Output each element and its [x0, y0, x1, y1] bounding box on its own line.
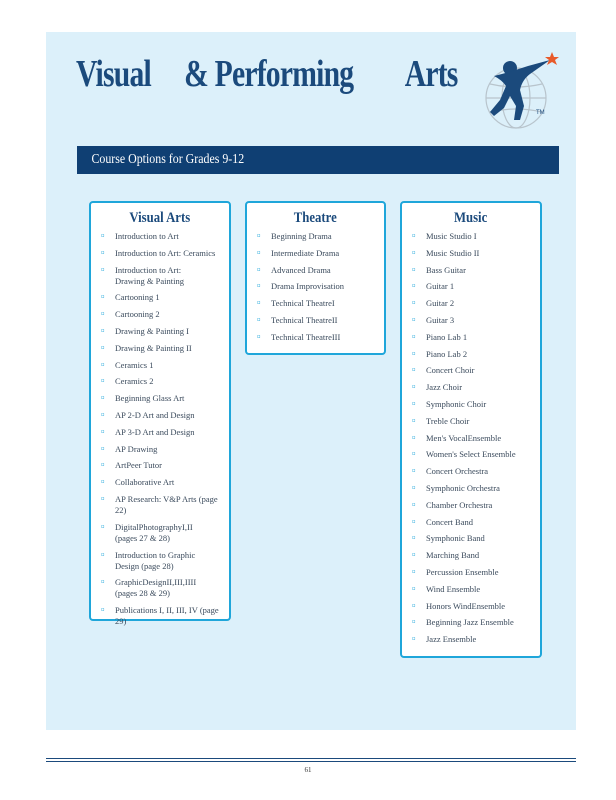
list-item — [402, 601, 540, 612]
list-item — [402, 533, 540, 544]
list-item — [91, 376, 229, 387]
bullet-icon: ¤ — [257, 299, 261, 308]
bullet-icon: ¤ — [412, 433, 416, 442]
bullet-icon: ¤ — [412, 332, 416, 341]
bullet-icon: ¤ — [412, 483, 416, 492]
bullet-icon: ¤ — [101, 232, 105, 240]
list-item — [91, 494, 229, 516]
page-title: Visual & Performing Arts — [76, 53, 458, 95]
course-name: DigitalPhotographyI,II (pages 27 & 28) — [115, 521, 193, 543]
bullet-icon: ¤ — [412, 450, 416, 459]
course-name: Collaborative Art — [115, 477, 175, 488]
bullet-icon: ¤ — [412, 399, 416, 408]
music-heading: Music — [454, 210, 488, 226]
bullet-icon: ¤ — [101, 265, 105, 274]
course-name: Music Studio I — [426, 231, 477, 241]
list-item — [402, 466, 540, 477]
footer-rule-bottom — [46, 761, 576, 762]
course-name: Concert Orchestra — [426, 466, 489, 477]
bullet-icon: ¤ — [101, 522, 105, 531]
bullet-icon: ¤ — [101, 248, 105, 257]
list-item — [402, 517, 540, 528]
course-name: Technical TheatreII — [271, 314, 338, 325]
bullet-icon: ¤ — [101, 394, 105, 403]
list-item — [247, 265, 384, 276]
bullet-icon: ¤ — [412, 248, 416, 257]
list-item — [402, 349, 540, 360]
course-name: Ceramics 1 — [115, 359, 154, 370]
bullet-icon: ¤ — [412, 416, 416, 425]
bullet-icon: ¤ — [101, 478, 105, 487]
list-item — [402, 500, 540, 511]
list-item — [402, 449, 540, 460]
list-item — [402, 567, 540, 578]
list-item — [402, 550, 540, 561]
course-name: Marching Band — [426, 550, 480, 561]
list-item — [402, 399, 540, 410]
list-item — [247, 315, 384, 326]
course-name: Technical TheatreIII — [271, 331, 341, 342]
bullet-icon: ¤ — [412, 584, 416, 593]
bullet-icon: ¤ — [412, 282, 416, 291]
course-name: Guitar 3 — [426, 314, 455, 325]
course-name: Introduction to Art — [115, 231, 179, 241]
visual-arts-box — [89, 201, 231, 627]
course-name: Symphonic Orchestra — [426, 482, 500, 493]
list-item — [402, 315, 540, 326]
course-name: Introduction to Art: Ceramics — [115, 247, 216, 258]
list-item — [402, 281, 540, 292]
list-item — [247, 298, 384, 309]
bullet-icon: ¤ — [101, 410, 105, 419]
bullet-icon: ¤ — [101, 578, 105, 587]
course-name: Drawing & Painting II — [115, 342, 192, 353]
course-name: Wind Ensemble — [426, 583, 481, 594]
page-number: 61 — [304, 766, 312, 774]
course-name: Piano Lab 1 — [426, 331, 468, 342]
bullet-icon: ¤ — [101, 550, 105, 559]
music-list — [402, 227, 540, 645]
bullet-icon: ¤ — [412, 383, 416, 392]
bullet-icon: ¤ — [412, 618, 416, 627]
bullet-icon: ¤ — [101, 360, 105, 369]
bullet-icon: ¤ — [412, 551, 416, 560]
course-name: Percussion Ensemble — [426, 566, 499, 577]
list-item — [402, 382, 540, 393]
course-name: Guitar 1 — [426, 281, 455, 292]
list-item — [247, 332, 384, 343]
bullet-icon: ¤ — [412, 467, 416, 476]
list-item — [91, 522, 229, 544]
course-name: Introduction to Art: Drawing & Painting — [115, 264, 184, 286]
bullet-icon: ¤ — [412, 567, 416, 576]
bullet-icon: ¤ — [412, 315, 416, 324]
course-name: Jazz Ensemble — [426, 634, 477, 645]
course-name: Concert Choir — [426, 365, 475, 376]
bullet-icon: ¤ — [101, 310, 105, 319]
person-star-globe-icon — [480, 50, 562, 136]
course-name: Jazz Choir — [426, 382, 463, 393]
course-name: AP 3-D Art and Design — [115, 426, 195, 437]
course-name: Drawing & Painting I — [115, 325, 189, 336]
bullet-icon: ¤ — [257, 265, 261, 274]
list-item — [91, 577, 229, 599]
course-name: Cartooning 1 — [115, 292, 160, 303]
list-item — [91, 477, 229, 488]
theatre-list — [247, 227, 384, 343]
bullet-icon: ¤ — [101, 293, 105, 302]
course-name: Chamber Orchestra — [426, 499, 493, 510]
list-item — [402, 483, 540, 494]
bullet-icon: ¤ — [101, 461, 105, 470]
visual-arts-list — [91, 227, 229, 627]
course-name: Symphonic Choir — [426, 398, 487, 409]
theatre-heading: Theatre — [294, 210, 337, 226]
course-name: Men's VocalEnsemble — [426, 432, 502, 443]
bullet-icon: ¤ — [412, 265, 416, 274]
theatre-box — [245, 201, 386, 355]
visual-arts-heading: Visual Arts — [129, 210, 191, 226]
bullet-icon: ¤ — [412, 232, 416, 240]
course-name: Beginning Drama — [271, 231, 332, 241]
list-item — [91, 393, 229, 404]
course-name: Intermediate Drama — [271, 247, 340, 258]
list-item — [91, 343, 229, 354]
trademark-mark: TM — [536, 110, 545, 116]
course-name: Women's Select Ensemble — [426, 449, 516, 460]
list-item — [91, 309, 229, 320]
banner-text: Course Options for Grades 9-12 — [91, 152, 245, 167]
list-item — [402, 584, 540, 595]
bullet-icon: ¤ — [101, 427, 105, 436]
list-item — [91, 326, 229, 337]
course-name: Publications I, II, III, IV (page 29) — [115, 605, 219, 627]
list-item — [91, 231, 229, 242]
list-item — [402, 433, 540, 444]
list-item — [91, 360, 229, 371]
course-name: Piano Lab 2 — [426, 348, 468, 359]
list-item — [402, 298, 540, 309]
list-item — [91, 410, 229, 421]
list-item — [247, 281, 384, 292]
list-item — [402, 248, 540, 259]
list-item — [402, 617, 540, 628]
course-name: Advanced Drama — [271, 264, 331, 275]
bullet-icon: ¤ — [101, 494, 105, 503]
course-name: GraphicDesignII,III,IIII (pages 28 & 29) — [115, 577, 197, 599]
course-name: Symphonic Band — [426, 533, 485, 544]
list-item — [91, 248, 229, 259]
course-name: Music Studio II — [426, 247, 480, 258]
course-name: AP 2-D Art and Design — [115, 409, 195, 420]
bullet-icon: ¤ — [257, 282, 261, 291]
list-item — [402, 416, 540, 427]
course-name: Treble Choir — [426, 415, 470, 426]
course-name: Technical TheatreI — [271, 298, 335, 309]
list-item — [91, 444, 229, 455]
bullet-icon: ¤ — [412, 601, 416, 610]
course-options-banner — [77, 146, 559, 174]
list-item — [402, 365, 540, 376]
list-item — [91, 265, 229, 287]
list-item — [402, 634, 540, 645]
bullet-icon: ¤ — [101, 606, 105, 615]
bullet-icon: ¤ — [412, 299, 416, 308]
bullet-icon: ¤ — [412, 500, 416, 509]
list-item — [247, 231, 384, 242]
bullet-icon: ¤ — [412, 517, 416, 526]
bullet-icon: ¤ — [101, 444, 105, 453]
bullet-icon: ¤ — [412, 534, 416, 543]
list-item — [91, 605, 229, 627]
bullet-icon: ¤ — [257, 332, 261, 341]
list-item — [247, 248, 384, 259]
list-item — [402, 332, 540, 343]
course-name: Cartooning 2 — [115, 309, 160, 320]
list-item — [91, 460, 229, 471]
course-name: Beginning Glass Art — [115, 393, 185, 404]
bullet-icon: ¤ — [412, 349, 416, 358]
list-item — [91, 427, 229, 438]
course-name: AP Drawing — [115, 443, 158, 454]
bullet-icon: ¤ — [257, 315, 261, 324]
bullet-icon: ¤ — [101, 326, 105, 335]
bullet-icon: ¤ — [257, 232, 261, 240]
bullet-icon: ¤ — [257, 248, 261, 257]
course-name: Ceramics 2 — [115, 376, 154, 387]
list-item — [91, 292, 229, 303]
list-item — [402, 231, 540, 242]
list-item — [402, 265, 540, 276]
course-name: Concert Band — [426, 516, 473, 527]
course-name: Guitar 2 — [426, 298, 455, 309]
course-name: Bass Guitar — [426, 264, 466, 275]
course-name: AP Research: V&P Arts (page 22) — [115, 493, 218, 515]
course-name: Drama Improvisation — [271, 281, 344, 292]
bullet-icon: ¤ — [412, 366, 416, 375]
footer-rule-top — [46, 758, 576, 759]
bullet-icon: ¤ — [101, 343, 105, 352]
bullet-icon: ¤ — [101, 377, 105, 386]
list-item — [91, 550, 229, 572]
course-name: Beginning Jazz Ensemble — [426, 617, 514, 628]
course-name: ArtPeer Tutor — [115, 460, 162, 471]
course-name: Honors WindEnsemble — [426, 600, 506, 611]
bullet-icon: ¤ — [412, 635, 416, 644]
course-name: Introduction to Graphic Design (page 28) — [115, 549, 196, 571]
music-box — [400, 201, 542, 658]
